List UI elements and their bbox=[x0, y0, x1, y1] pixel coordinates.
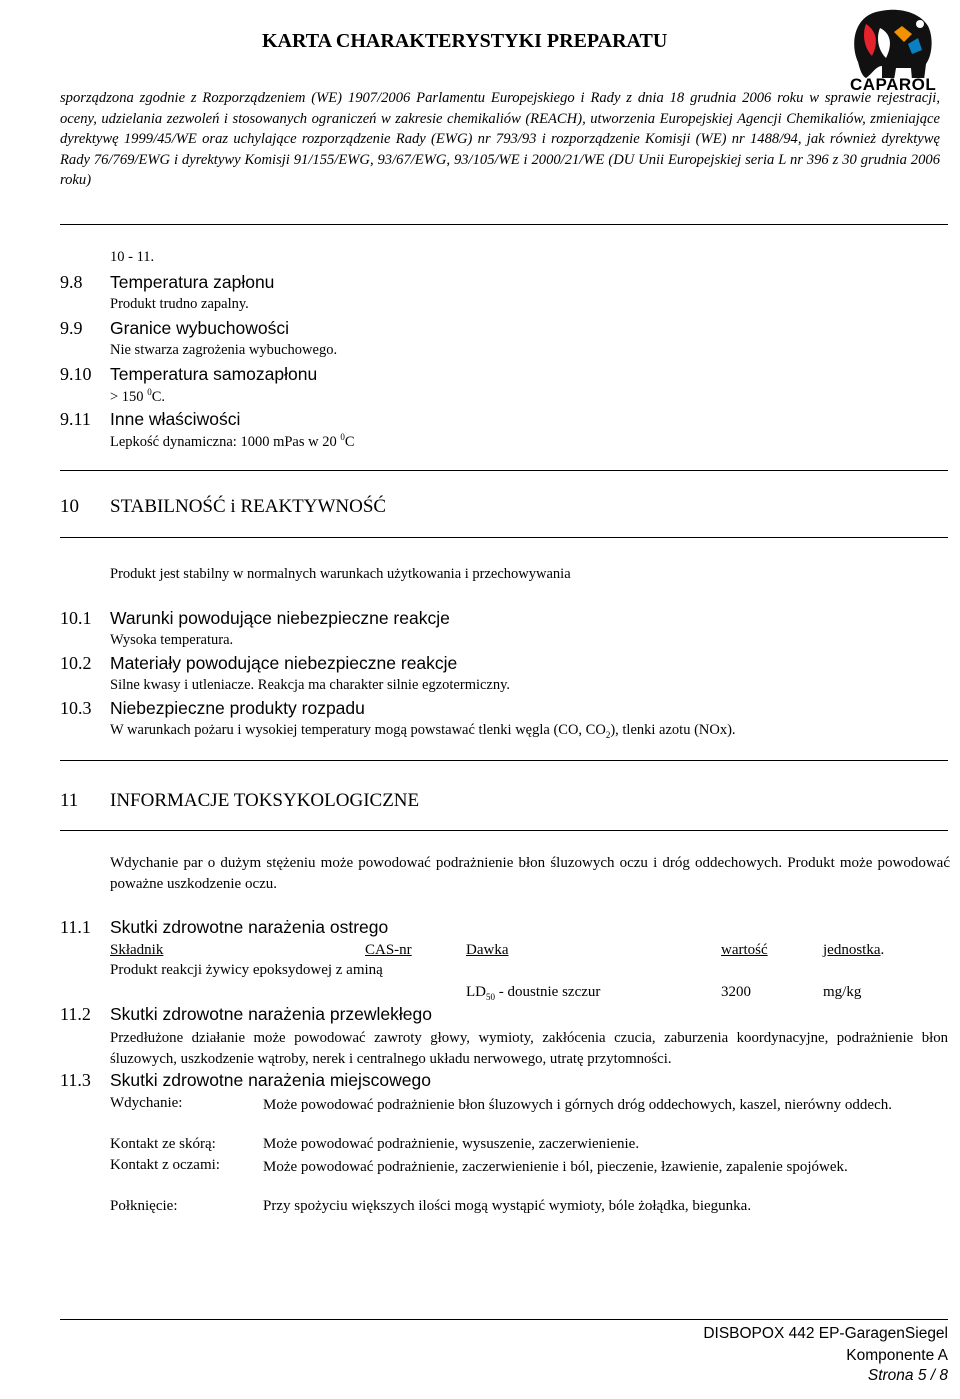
section-intro: Wdychanie par o dużym stężeniu może powodować podrażnienie błon śluzowych oczu i dróg oddechowych. Produkt może powodować poważne uszkodzenie oczu. bbox=[110, 855, 950, 892]
table-cell-value: 3200 bbox=[721, 984, 751, 1000]
section-divider bbox=[60, 830, 948, 831]
subsection-text: W warunkach pożaru i wysokiej temperatury mogą powstawać tlenki węgla (CO, $CO_2$), tlenki azotu (NOx). bbox=[110, 722, 736, 740]
subsection-title: Granice wybuchowości bbox=[110, 318, 289, 338]
footer-page-number: Strona 5 / 8 bbox=[867, 1367, 948, 1384]
exposure-label: Kontakt ze skórą: bbox=[110, 1136, 216, 1152]
subsection-number: 9.8 bbox=[60, 272, 83, 292]
table-header-cell: Dawka bbox=[466, 942, 509, 958]
subsection-number: 10.2 bbox=[60, 653, 92, 673]
exposure-text: Może powodować podrażnienie, wysuszenie, zaczerwienienie. bbox=[263, 1136, 640, 1152]
exposure-text: Może powodować podrażnienie, zaczerwienienie i ból, pieczenie, łzawienie, zapalenie spojówek. bbox=[263, 1159, 848, 1175]
subsection-title: Niebezpieczne produkty rozpadu bbox=[110, 698, 365, 718]
section-divider bbox=[60, 760, 948, 761]
footer-component: Komponente A bbox=[846, 1347, 948, 1364]
section-title: INFORMACJE TOKSYKOLOGICZNE bbox=[110, 790, 420, 811]
table-cell-component: Produkt reakcji żywicy epoksydowej z aminą bbox=[110, 962, 383, 978]
subsection-text: Lepkość dynamiczna: 1000 mPas w 20 $^0$C bbox=[110, 432, 355, 450]
subsection-number: 9.10 bbox=[60, 364, 92, 384]
section-heading bbox=[60, 790, 420, 812]
document-title: KARTA CHARAKTERYSTYKI PREPARATU bbox=[262, 30, 668, 52]
table-cell-unit: mg/kg bbox=[823, 984, 862, 1000]
subsection-number: 10.3 bbox=[60, 698, 92, 718]
subsection-number: 11.1 bbox=[60, 917, 91, 937]
regulation-intro: sporządzona zgodnie z Rozporządzeniem (WE) 1907/2006 Parlamentu Europejskiego i Rady z dnia 18 grudnia 2006 roku w sprawie rejestracji, oceny, udzielania zezwoleń i stosowanych ograniczeń w zakresie chemikaliów (REACH), utworzenia Europejskiej Agencji Chemikaliów, zmieniające dyrektywę 1999/45/WE oraz uchylające rozporządzenie Rady (EWG) nr 793/93 i rozporządzenie Komisji (WE) nr 1488/94, jak również dyrektywę Rady 76/769/EWG i dyrektywy Komisji 91/155/EWG, 93/67/EWG, 93/105/WE i 2000/21/WE (DU Unii Europejskiej seria L nr 396 z 30 grudnia 2006 roku) bbox=[60, 90, 940, 188]
section-number: 10 bbox=[60, 496, 79, 517]
footer-divider bbox=[60, 1319, 948, 1320]
subsection-text: Przedłużone działanie może powodować zawroty głowy, wymioty, zakłócenia czucia, zaburzenia koordynacyjne, podrażnienie błon śluzowych, uszkodzenie wątroby, nerek i centralnego układu nerwowego, utratę przytomności. bbox=[110, 1030, 948, 1067]
subsection-number: 11.2 bbox=[60, 1004, 91, 1024]
subsection-number: 11.3 bbox=[60, 1070, 91, 1090]
subsection-title: Skutki zdrowotne narażenia ostrego bbox=[110, 917, 389, 937]
subsection-text: Wysoka temperatura. bbox=[110, 632, 234, 648]
caparol-logo bbox=[836, 4, 946, 98]
table-cell-dose: $LD_{50}$ - doustnie szczur bbox=[466, 984, 601, 1002]
header-divider bbox=[60, 224, 948, 225]
exposure-label: Połknięcie: bbox=[110, 1198, 178, 1214]
subsection-text: Produkt trudno zapalny. bbox=[110, 296, 249, 312]
subsection-number: 9.11 bbox=[60, 409, 91, 429]
exposure-text: Może powodować podrażnienie błon śluzowych i górnych dróg oddechowych, kaszel, nierówny oddech. bbox=[263, 1097, 892, 1113]
exposure-text: Przy spożyciu większych ilości mogą wystąpić wymioty, bóle żołądka, biegunka. bbox=[263, 1198, 752, 1214]
subsection-number: 9.9 bbox=[60, 318, 83, 338]
table-header-cell: CAS-nr bbox=[365, 942, 412, 958]
logo-text: CAPAROL bbox=[850, 75, 937, 94]
subsection-text: Nie stwarza zagrożenia wybuchowego. bbox=[110, 342, 338, 358]
exposure-label: Kontakt z oczami: bbox=[110, 1157, 220, 1173]
section-heading bbox=[60, 496, 387, 518]
table-header-cell: jednostka. bbox=[823, 942, 885, 958]
subsection-number: 10.1 bbox=[60, 608, 92, 628]
subsection-text: > 150 $^0$C. bbox=[110, 387, 165, 405]
continuation-text: 10 - 11. bbox=[110, 249, 155, 265]
table-header-cell: Składnik bbox=[110, 942, 164, 958]
subsection-title: Temperatura zapłonu bbox=[110, 272, 275, 292]
section-number: 11 bbox=[60, 790, 79, 811]
section-intro: Produkt jest stabilny w normalnych warunkach użytkowania i przechowywania bbox=[110, 566, 571, 582]
exposure-label: Wdychanie: bbox=[110, 1095, 183, 1111]
subsection-title: Skutki zdrowotne narażenia przewlekłego bbox=[110, 1004, 432, 1024]
subsection-title: Inne właściwości bbox=[110, 409, 241, 429]
subsection-title: Temperatura samozapłonu bbox=[110, 364, 318, 384]
subsection-title: Materiały powodujące niebezpieczne reakcje bbox=[110, 653, 458, 673]
subsection-title: Warunki powodujące niebezpieczne reakcje bbox=[110, 608, 450, 628]
section-divider bbox=[60, 537, 948, 538]
section-divider bbox=[60, 470, 948, 471]
section-title: STABILNOŚĆ i REAKTYWNOŚĆ bbox=[110, 496, 387, 517]
subsection-title: Skutki zdrowotne narażenia miejscowego bbox=[110, 1070, 431, 1090]
footer-product: DISBOPOX 442 EP-GaragenSiegel bbox=[703, 1325, 948, 1342]
subsection-text: Silne kwasy i utleniacze. Reakcja ma charakter silnie egzotermiczny. bbox=[110, 677, 511, 693]
table-header-cell: wartość bbox=[721, 942, 768, 958]
